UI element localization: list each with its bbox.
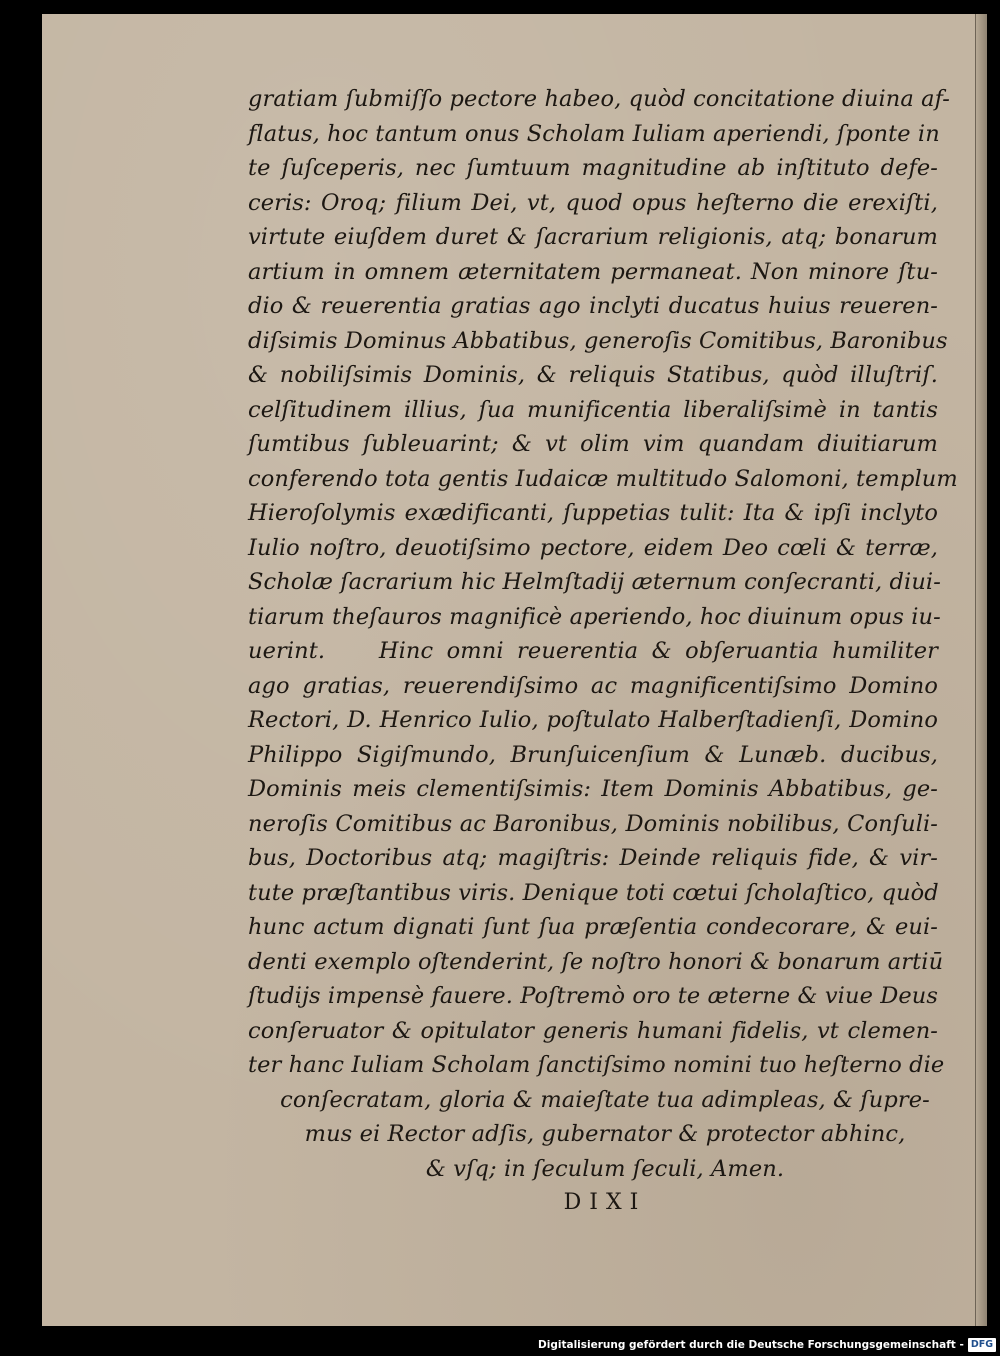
text-line-21: Dominis meis clementiſsimis: Item Dominis Abbatibus, ge- [248,776,938,802]
closing-dixi: DIXI [563,1190,647,1215]
text-line-6: artium in omnem æternitatem permaneat. Non minore ſtu- [248,258,938,285]
text-line-14: Iulio noſtro, deuotiſsimo pectore, eidem Deo cœli & terræ, [248,534,938,561]
text-line-9: & nobiliſsimis Dominis, & reliquis Statibus, quòd illuſtriſ. [248,362,938,388]
text-line-8: diſsimis Dominus Abbatibus, generoſis Comitibus, Baronibus [248,327,948,354]
text-line-3: te ſuſceperis, nec ſumtuum magnitudine ab inſtituto defe- [248,155,938,181]
text-line-7: dio & reuerentia gratias ago inclyti ducatus huius reueren- [248,293,938,319]
footer-credit-bar [538,1336,996,1354]
text-line-5: virtute eiuſdem duret & ſacrarium religionis, atq; bonarum [248,224,938,250]
text-line-1: gratiam ſubmiſſo pectore habeo, quòd concitatione diuina af- [248,86,950,112]
dfg-logo[interactable]: DFG [968,1338,996,1352]
text-line-18: ago gratias, reuerendiſsimo ac magnificentiſsimo Domino [248,672,938,699]
text-line-15: Scholæ ſacrarium hic Helmſtadij æternum conſecranti, diui- [248,569,941,595]
text-line-4: ceris: Oroq; filium Dei, vt, quod opus heſterno die erexiſti, [248,189,938,216]
text-line-12: conferendo tota gentis Iudaicæ multitudo Salomoni, templum [248,465,958,492]
text-line-11: ſumtibus ſubleuarint; & vt olim vim quandam diuitiarum [248,431,938,457]
text-line-30: conſecratam, gloria & maieſtate tua adimpleas, & ſupre- [280,1086,930,1113]
text-line-10: celſitudinem illius, ſua munificentia liberaliſsimè in tantis [248,396,938,423]
text-line-23: bus, Doctoribus atq; magiſtris: Deinde reliquis fide, & vir- [248,845,938,871]
text-line-19: Rectori, D. Henrico Iulio, poſtulato Halberſtadienſi, Domino [248,707,938,733]
text-line-28: conſeruator & opitulator generis humani fidelis, vt clemen- [248,1017,938,1044]
text-line-17: uerint. Hinc omni reuerentia & obſeruantia humiliter [248,638,938,664]
text-line-13: Hieroſolymis exædificanti, ſuppetias tulit: Ita & ipſi inclyto [248,500,938,526]
text-line-16: tiarum theſauros magnificè aperiendo, hoc diuinum opus iu- [248,603,941,630]
text-line-20: Philippo Sigiſmundo, Brunſuicenſium & Lunæb. ducibus, [248,741,938,768]
funding-credit: Digitalisierung gefördert durch die Deutsche Forschungsgemeinschaft - [538,1339,964,1351]
text-line-29: ter hanc Iuliam Scholam ſanctiſsimo nomini tuo heſterno die [248,1052,945,1078]
text-line-25: hunc actum dignati ſunt ſua præſentia condecorare, & eui- [248,914,938,940]
page-edge [975,14,987,1326]
page-text [248,82,958,1221]
text-line-2: flatus, hoc tantum onus Scholam Iuliam aperiendi, ſponte in [248,120,940,147]
text-line-31: mus ei Rector adſis, gubernator & protector abhinc, [304,1121,906,1147]
text-line-22: neroſis Comitibus ac Baronibus, Dominis nobilibus, Conſuli- [248,810,938,837]
text-line-32: & vſq; in ſeculum ſeculi, Amen. [425,1155,785,1182]
text-line-27: ſtudijs impensè fauere. Poſtremò oro te æterne & viue Deus [248,983,939,1009]
text-line-24: tute præſtantibus viris. Denique toti cœtui ſcholaſtico, quòd [248,879,939,906]
text-line-26: denti exemplo oſtenderint, ſe noſtro honori & bonarum artiū [248,948,944,975]
